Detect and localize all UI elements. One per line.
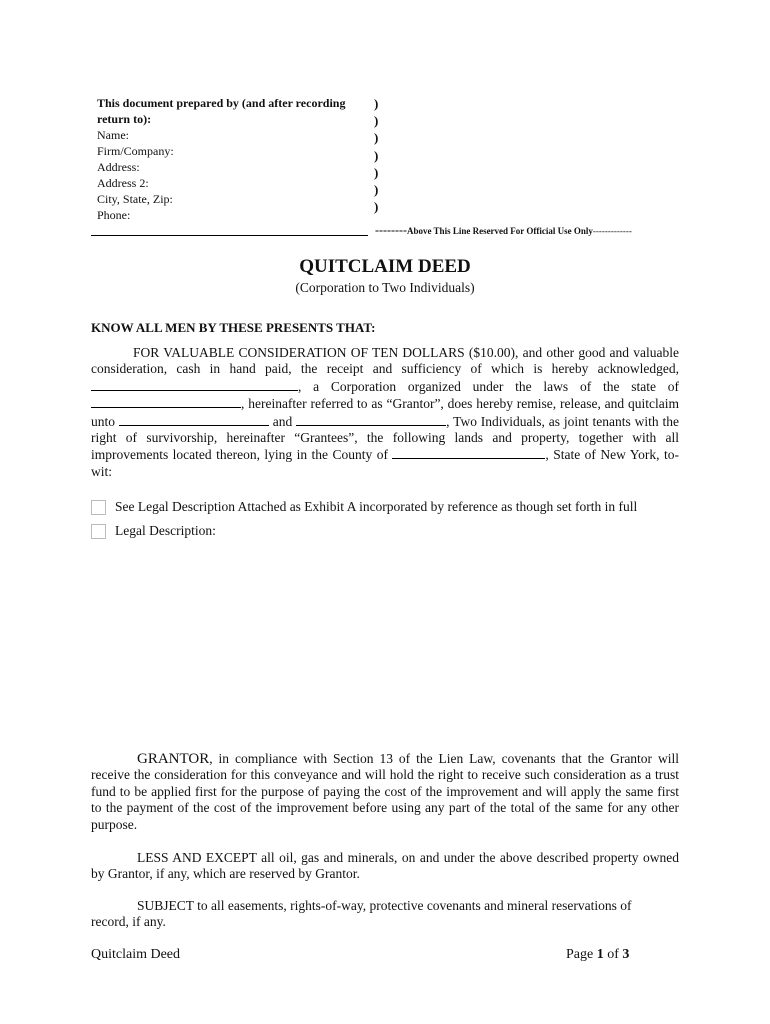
intro-heading: KNOW ALL MEN BY THESE PRESENTS THAT: [91,320,376,335]
page-label: Page [566,947,594,962]
consideration-part-5: , Two Individuals, as joint tenants with the right of survivorship, hereinafter “Grantees”, the following lands and property, together with all improvements located thereon, lying in the County of [91,413,680,463]
official-use-line [375,223,632,238]
paren: ) [374,199,379,215]
subject-to-paragraph [91,898,651,931]
page-total: 3 [622,947,630,962]
legal-description-checkbox[interactable] [91,524,106,539]
page-title: QUITCLAIM DEED [299,256,471,277]
official-dashes-right: ------------- [592,226,632,236]
paren: ) [374,147,379,163]
less-except-text: LESS AND EXCEPT all oil, gas and minerals, on and under the above described property owned by Grantor, if any, which are reserved by Grantor. [91,850,679,882]
subject-to-text: SUBJECT to all easements, rights-of-way, protective covenants and mineral reservations of record, if any. [91,898,632,930]
consideration-part-4: and [272,413,293,429]
page-subtitle: (Corporation to Two Individuals) [295,280,475,295]
grantee-1-blank[interactable] [119,413,269,426]
paren-column [374,95,378,215]
field-name: Name: [97,128,129,142]
prepared-by-heading-1: This document prepared by (and after recording [97,96,346,110]
field-phone: Phone: [97,208,131,222]
consideration-part-6: , State of New York, to-wit: [91,447,679,479]
footer-title: Quitclaim Deed [91,947,181,962]
official-use-text: Above This Line Reserved For Official Use Only [406,226,593,236]
grantee-2-blank[interactable] [296,413,446,426]
paren: ) [374,96,379,111]
field-city-state-zip: City, State, Zip: [97,192,173,206]
field-firm: Firm/Company: [97,144,174,158]
consideration-part-2: , a Corporation organized under the laws of the state of [298,378,679,394]
lien-law-paragraph [91,751,679,833]
grantor-name-blank[interactable] [91,378,298,391]
page-number [566,947,629,963]
prepared-by-rule [91,235,368,236]
page-current: 1 [596,947,604,962]
less-except-paragraph [91,850,679,883]
lien-law-lead: GRANTOR [137,751,210,767]
paren: ) [374,164,379,180]
state-blank[interactable] [91,395,241,408]
exhibit-checkbox[interactable] [91,500,106,515]
prepared-by-heading-2: return to): [97,112,152,126]
official-dashes-left: -------- [375,223,407,237]
legal-description-label: Legal Description: [115,523,216,538]
prepared-by-block [97,95,345,223]
consideration-paragraph [91,345,679,480]
consideration-part-3: , hereinafter referred to as “Grantor”, does hereby remise, release, and quitclaim unto [91,396,679,429]
exhibit-label: See Legal Description Attached as Exhibit A incorporated by reference as though set forth in full [115,499,638,514]
paren: ) [374,130,379,146]
county-blank[interactable] [392,446,545,459]
option-legal-description[interactable] [91,523,216,539]
paren: ) [374,113,379,129]
field-address: Address: [97,160,140,174]
page-of: of [607,947,619,962]
field-address-2: Address 2: [97,176,149,190]
paren: ) [374,182,379,198]
consideration-part-1: FOR VALUABLE CONSIDERATION OF TEN DOLLARS ($10.00), and other good and valuable consideration, cash in hand paid, the receipt and sufficiency of which is hereby acknowledged, [91,345,679,377]
option-exhibit[interactable] [91,499,637,515]
lien-law-text: , in compliance with Section 13 of the Lien Law, covenants that the Grantor will receive the consideration for this conveyance and will hold the right to receive such consideration as a trust fund to be applied first for the purpose of paying the cost of the improvement and will apply the same first to the payment of the cost of the improvement before using any part of the total of the same for any other purpose. [91,751,679,832]
